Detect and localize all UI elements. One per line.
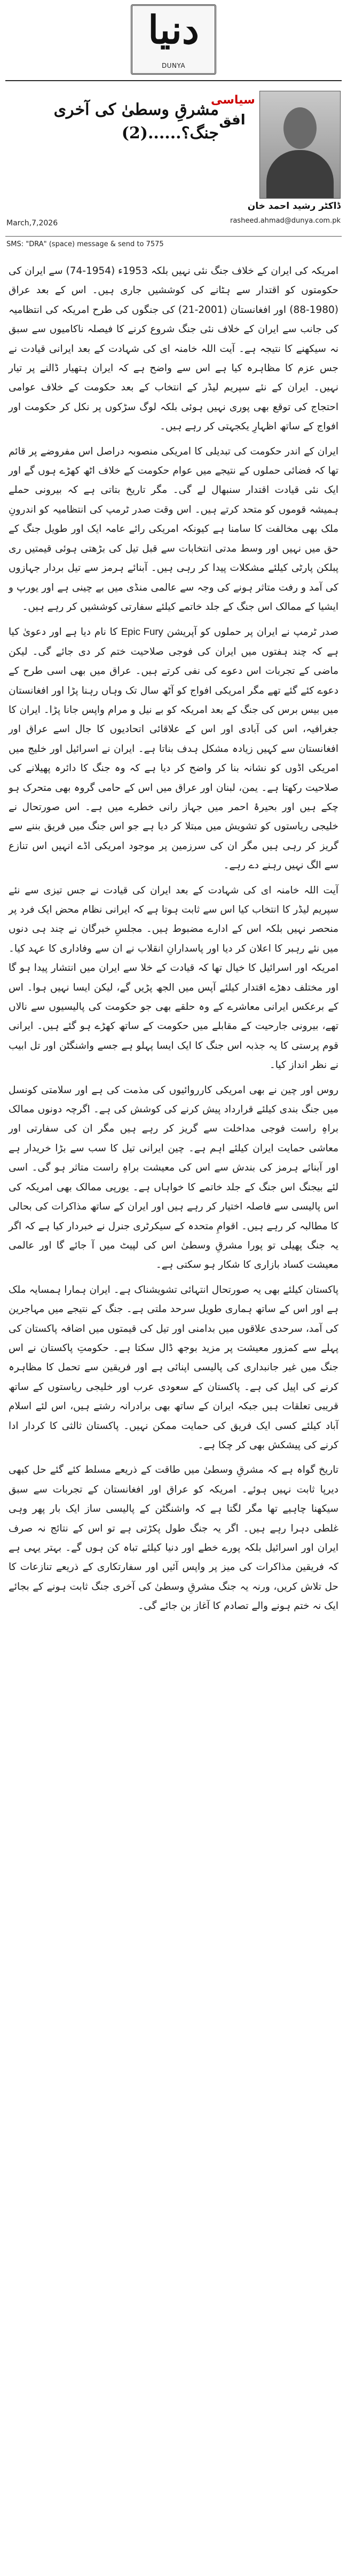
operation-name: Epic Fury: [121, 626, 163, 638]
logo-text: دنیا: [148, 7, 199, 52]
paragraph-text: صدر ٹرمپ نے ایران پر حملوں کو آپریشن: [163, 626, 338, 638]
author-email: rasheed.ahmad@dunya.com.pk: [230, 217, 341, 225]
article-paragraph: [9, 442, 338, 617]
column-name-top: سیاسی: [211, 93, 255, 107]
masthead-divider: [5, 80, 342, 81]
article-paragraph: [9, 1281, 338, 1456]
paragraph-text: تاریخ گواہ ہے کہ مشرقِ وسطیٰ میں طاقت کے ذریعے مسلط کئے گئے حل کبھی دیرپا ثابت نہیں ہوئے۔ امریکہ کو عراق اور افغانستان کے تجربات سے سبق سیکھنا چاہیے تھا مگر لگتا ہے کہ واشنگٹن کے پالیسی ساز ایک بار پھر وہی غلطی دہرا رہے ہیں۔ اگر یہ جنگ طول پکڑتی ہے تو اس کے نتائج نہ صرف ایران اور اسرائیل بلکہ پورے خطے اور دنیا کیلئے تباہ کن ہوں گے۔ بہتر یہی ہے کہ فریقین مذاکرات کی میز پر واپس آئیں اور سفارتکاری کے ذریعے تنازعات کا حل تلاش کریں، ورنہ یہ جنگ مشرقِ وسطیٰ کی آخری جنگ ثابت ہونے کے بجائے ایک نہ ختم ہونے والے تصادم کا آغاز بن جائے گی۔: [9, 1464, 338, 1612]
author-photo-shoulders: [266, 150, 334, 199]
masthead: [0, 0, 347, 80]
article-paragraph: [9, 1081, 338, 1275]
article-headline: مشرقِ وسطیٰ کی آخری جنگ؟......(2): [53, 100, 219, 143]
column-header: [0, 85, 347, 256]
publication-date: March,7,2026: [6, 219, 58, 227]
header-divider: [5, 236, 342, 237]
paragraph-text: امریکہ کی ایران کے خلاف جنگ نئی نہیں بلکہ 1953ء (1954-74) سے ایران کی حکومتوں کو اقتدار سے ہٹانے کی کوششیں جاری ہیں۔ اس کے بعد عراق (1980-88) اور افغانستان (2001-21) کی جنگوں کی طرح امریکہ کی انتظامیہ کی جانب سے ایران کے خلاف نئی جنگ شروع کرنے کا فیصلہ ناکامیوں سے سبق نہ سیکھنے کا نتیجہ ہے۔ آیت اللہ خامنہ ای کی شہادت کے بعد ایرانی قیادت نے جس عزم کا مظاہرہ کیا ہے اس سے واضح ہے کہ ایران ہتھیار ڈالنے پر تیار نہیں۔ ایران کے نئے سپریم لیڈر کے انتخاب کے بعد حکومت کے خلاف عوامی احتجاج کی توقع بھی پوری نہیں ہوئی بلکہ لوگ سڑکوں پر نکل کر حکومت اور افواج کے ساتھ اظہارِ یکجہتی کر رہے ہیں۔: [9, 265, 338, 433]
paragraph-text: کا نام دیا ہے اور دعویٰ کیا ہے کہ چند ہفتوں میں ایران کی فوجی صلاحیت ختم کر دی جائے گی۔ لیکن ماضی کے تجربات اس دعوے کی نفی کرتے ہیں۔ عراق میں بھی اسی طرح کے دعوے کئے گئے تھے مگر امریکی افواج کو آٹھ سال تک وہاں رہنا پڑا اور افغانستان میں بیس برس کی جنگ کے بعد امریکہ کو بے نیل و مرام واپس جانا پڑا۔ ایران کا جغرافیہ، اس کی آبادی اور اس کے علاقائی اتحادیوں کا جال اسے عراق اور افغانستان سے کہیں زیادہ مشکل ہدف بناتا ہے۔ ایران نے اسرائیل اور خلیج میں امریکی اڈوں کو نشانہ بنا کر واضح کر دیا ہے کہ وہ جنگ کا دائرہ پھیلانے کی صلاحیت رکھتا ہے۔ یمن، لبنان اور عراق میں اس کے حامی گروہ بھی متحرک ہو چکے ہیں اور بحیرۂ احمر میں جہاز رانی خطرے میں ہے۔ اس صورتحال نے خلیجی ریاستوں کو تشویش میں مبتلا کر دیا ہے جو اس جنگ میں فریق بننے سے گریز کر رہی ہیں مگر ان کی سرزمین پر موجود امریکی اڈے انہیں اس تنازع سے الگ نہیں رہنے دے رہے۔: [9, 626, 338, 871]
newspaper-logo: [131, 4, 216, 75]
article-paragraph: [9, 622, 338, 875]
paragraph-text: روس اور چین نے بھی امریکی کارروائیوں کی مذمت کی ہے اور سلامتی کونسل میں جنگ بندی کیلئے قرارداد پیش کرنے کی کوشش کی ہے۔ اگرچہ دونوں ممالک براہِ راست فوجی مداخلت سے گریز کر رہے ہیں مگر ان کی سفارتی اور معاشی حمایت ایران کیلئے اہم ہے۔ چین ایرانی تیل کا سب سے بڑا خریدار ہے اور آبنائے ہرمز کی بندش سے اس کی معیشت براہِ راست متاثر ہو گی۔ اسی لئے بیجنگ اس جنگ کے جلد خاتمے کا خواہاں ہے۔ یورپی ممالک بھی امریکہ کی اس پالیسی سے فاصلہ اختیار کر رہے ہیں اور ایران کے ساتھ مذاکرات کی بحالی کا مطالبہ کر رہے ہیں۔ اقوامِ متحدہ کے سیکرٹری جنرل نے خبردار کیا ہے کہ اگر یہ جنگ پھیلی تو پورا مشرقِ وسطیٰ اس کی لپیٹ میں آ جائے گا اور عالمی معیشت کساد بازاری کا شکار ہو سکتی ہے۔: [9, 1084, 338, 1271]
author-photo-head: [283, 107, 317, 149]
author-photo: [259, 91, 341, 199]
paragraph-text: آیت اللہ خامنہ ای کی شہادت کے بعد ایران کی قیادت نے جس تیزی سے نئے سپریم لیڈر کا انتخاب کیا اس سے ثابت ہوتا ہے کہ ایرانی نظام محض ایک فرد پر منحصر نہیں بلکہ اس کے ادارے مضبوط ہیں۔ مجلسِ خبرگان نے چند ہی دنوں میں نئے رہبر کا اعلان کر دیا اور پاسدارانِ انقلاب نے ان سے وفاداری کا عہد کیا۔ امریکہ اور اسرائیل کا خیال تھا کہ قیادت کے خلا سے ایران میں انتشار پیدا ہو گا اور مختلف دھڑے اقتدار کیلئے آپس میں الجھ پڑیں گے، لیکن ایسا نہیں ہوا۔ اس کے برعکس ایرانی معاشرے کے وہ حلقے بھی جو حکومت کی پالیسیوں سے نالاں تھے، بیرونی جارحیت کے مقابلے میں حکومت کے ساتھ کھڑے ہو گئے ہیں۔ ایرانی قوم پرستی کا یہ جذبہ اس جنگ کا ایک ایسا پہلو ہے جسے واشنگٹن اور تل ابیب نے نظر انداز کیا۔: [9, 884, 338, 1071]
logo-subtitle: DUNYA: [161, 62, 186, 69]
article-body: [9, 262, 338, 1622]
paragraph-text: پاکستان کیلئے بھی یہ صورتحال انتہائی تشویشناک ہے۔ ایران ہمارا ہمسایہ ملک ہے اور اس کے ساتھ ہماری طویل سرحد ملتی ہے۔ جنگ کے نتیجے میں مہاجرین کی آمد، سرحدی علاقوں میں بدامنی اور تیل کی قیمتوں میں اضافہ پاکستان کی پہلے سے کمزور معیشت پر مزید بوجھ ڈال سکتا ہے۔ حکومتِ پاکستان نے اس جنگ میں غیر جانبداری کی پالیسی اپنائی ہے اور فریقین سے تحمل کا مظاہرہ کرنے کی اپیل کی ہے۔ پاکستان کے سعودی عرب اور خلیجی ریاستوں کے ساتھ قریبی تعلقات ہیں جبکہ ایران کے ساتھ بھی برادرانہ رشتے ہیں، اس لئے اسلام آباد کیلئے کسی ایک فریق کی حمایت ممکن نہیں۔ پاکستان ثالثی کا کردار ادا کرنے کی پیشکش بھی کر چکا ہے۔: [9, 1284, 338, 1451]
article-paragraph: [9, 262, 338, 437]
column-badge: [211, 93, 254, 162]
column-name-bottom: افق: [219, 112, 246, 128]
author-name: ڈاکٹر رشید احمد خان: [247, 201, 341, 211]
paragraph-text: ایران کے اندر حکومت کی تبدیلی کا امریکی منصوبہ دراصل اس مفروضے پر قائم تھا کہ فضائی حملوں کے نتیجے میں عوام حکومت کے خلاف اٹھ کھڑے ہوں گے اور ایک نئی قیادت اقتدار سنبھال لے گی۔ مگر تاریخ بتاتی ہے کہ بیرونی حملے ہمیشہ قوموں کو متحد کرتے ہیں۔ اس وقت صدر ٹرمپ کی انتظامیہ کو اندرونِ ملک بھی مخالفت کا سامنا ہے کیونکہ امریکی رائے عامہ ایک اور طویل جنگ کے حق میں نہیں اور وسط مدتی انتخابات سے قبل تیل کی بڑھتی ہوئی قیمتیں ری پبلکن پارٹی کیلئے مشکلات پیدا کر رہی ہیں۔ آبنائے ہرمز سے تیل بردار جہازوں کی آمد و رفت متاثر ہونے کی وجہ سے عالمی منڈی میں بے چینی ہے اور یورپ و ایشیا کے ممالک اس جنگ کے جلد خاتمے کیلئے سفارتی کوششیں کر رہے ہیں۔: [9, 445, 338, 612]
article-paragraph: [9, 881, 338, 1075]
sms-instructions: SMS: "DRA" (space) message & send to 7575: [6, 240, 164, 248]
article-paragraph: [9, 1460, 338, 1616]
